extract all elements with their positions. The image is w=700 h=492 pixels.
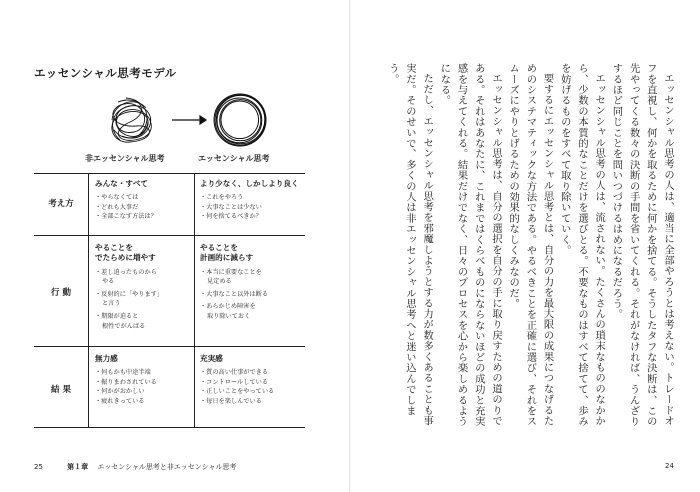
cell-item: ・あらかじめ障害を	[200, 303, 256, 311]
cell-lead-line: 計画的に減らす	[200, 253, 254, 263]
cell-item: ・大事なこと以外は断る	[200, 290, 269, 298]
cell-lead: 無力感	[95, 354, 118, 363]
cell-item: ・何を捨てるべきか？	[200, 213, 262, 221]
table-rule	[34, 173, 305, 174]
cell-lead: みんな・すべて	[95, 179, 149, 188]
cell-lead: 充実感	[200, 354, 223, 363]
cell-lead: より少なく、しかしより良く	[200, 179, 299, 188]
cell-item: ・やらなくては	[95, 194, 139, 202]
paragraph: エッセンシャル思考の人は、流されない。たくさんの瑣末なもののなかから、少数の本質的なことだけを選びとる。不要なものはすべて捨てて、歩みを妨げるものをすべて取り除いていく。	[558, 63, 606, 427]
cell-item: ・期限が迫ると	[95, 312, 139, 320]
cell-item: ・振りまわされている	[95, 378, 157, 386]
cell-action-essential	[200, 243, 268, 322]
cell-item: ・本当に重要なことを	[200, 268, 262, 276]
cell-action-non-essential	[95, 243, 163, 331]
cell-item: ・これをやろう	[200, 194, 244, 202]
cell-result-essential	[200, 354, 274, 407]
table-rule	[34, 346, 305, 347]
cell-lead	[95, 243, 163, 264]
cell-item: ・何かがおかしい	[95, 388, 145, 396]
cell-item: ・コントロールしている	[200, 378, 268, 386]
cell-item: ・質の高い仕事ができる	[200, 369, 269, 377]
cell-item: と言う	[102, 300, 121, 308]
column-header-essential: エッセンシャル思考	[198, 154, 270, 163]
cell-item: 見定める	[207, 278, 232, 286]
table-divider	[88, 173, 89, 428]
cell-item: 取り除いておく	[207, 312, 251, 320]
cell-thinking-essential	[200, 179, 299, 222]
cell-item: ・毎日を楽しんでいる	[200, 398, 262, 406]
model-diagram	[100, 92, 290, 148]
cell-item: ・正しいことをやっている	[200, 388, 275, 396]
body-text	[378, 63, 676, 435]
row-label-result: 結 果	[51, 385, 71, 395]
concentric-circles-icon	[214, 94, 266, 146]
column-header-non-essential: 非エッセンシャル思考	[85, 154, 165, 163]
cell-result-non-essential	[95, 354, 157, 407]
cell-item: 根性でがんばる	[102, 322, 146, 330]
table-divider	[194, 173, 195, 428]
paragraph: エッセンシャル思考の人は、適当に全部やろうとは考えない。トレードオフを直視し、何かを取るために何かを捨てる。そうしたタフな決断は、この先やってくる数々の決断の手間を省いてくれる。それがなければ、うんざりするほど同じことを問いつづけるはめになるだろう。	[610, 63, 674, 427]
cell-item: ・大事なことは少ない	[200, 203, 262, 211]
table-rule	[34, 427, 305, 428]
cell-thinking-non-essential	[95, 179, 157, 222]
paragraph: エッセンシャル思考は、自分の選択を自分の手に取り戻すための道のりである。それはあなたに、これまではくらべものにならないほどの成功と充実感を与えてくれる。結果だけでなく、日々のプロセスを心から楽しめるようになる。	[438, 63, 502, 427]
chapter-label: 第１章	[67, 463, 89, 471]
tangled-scribble-icon	[112, 98, 151, 142]
cell-item: ・疲れきっている	[95, 398, 145, 406]
cell-lead-line: やることを	[95, 243, 133, 252]
page-number-right: 24	[665, 462, 674, 470]
cell-item: ・差し迫ったものから	[95, 268, 157, 276]
arrow-right-icon	[172, 116, 206, 124]
cell-item: ・何もかも中途半端	[95, 369, 151, 377]
row-label-action: 行 動	[51, 288, 71, 298]
chapter-title: エッセンシャル思考と非エッセンシャル思考	[97, 463, 237, 471]
row-label-thinking: 考え方	[48, 199, 74, 209]
page-gutter	[349, 0, 351, 492]
paragraph: ただし、エッセンシャル思考を邪魔しようとする力が数多くあることも事実だ。そのせいで、多くの人は非エッセンシャル思考へと迷い込んでしまう。	[386, 63, 434, 427]
cell-item: やる	[102, 278, 115, 286]
cell-item: ・どれも大事だ	[95, 203, 139, 211]
cell-lead-line: やることを	[200, 243, 238, 252]
left-page-footer	[34, 462, 236, 472]
model-title: エッセンシャル思考モデル	[34, 66, 177, 80]
cell-item: ・反射的に「やります」	[95, 290, 164, 298]
model-table	[34, 173, 305, 428]
paragraph: 要するにエッセンシャル思考とは、自分の力を最大限の成果につなげるためのシステマティックな方法である。やるべきことを正確に選び、それをスムーズにやりとげるための効果的なしくみなのだ。	[507, 63, 554, 427]
page-number-left: 25	[34, 463, 43, 471]
table-rule	[34, 235, 305, 236]
cell-lead-line: でたらめに増やす	[95, 253, 156, 263]
cell-lead	[200, 243, 268, 264]
cell-item: ・全部こなす方法は？	[95, 213, 157, 221]
